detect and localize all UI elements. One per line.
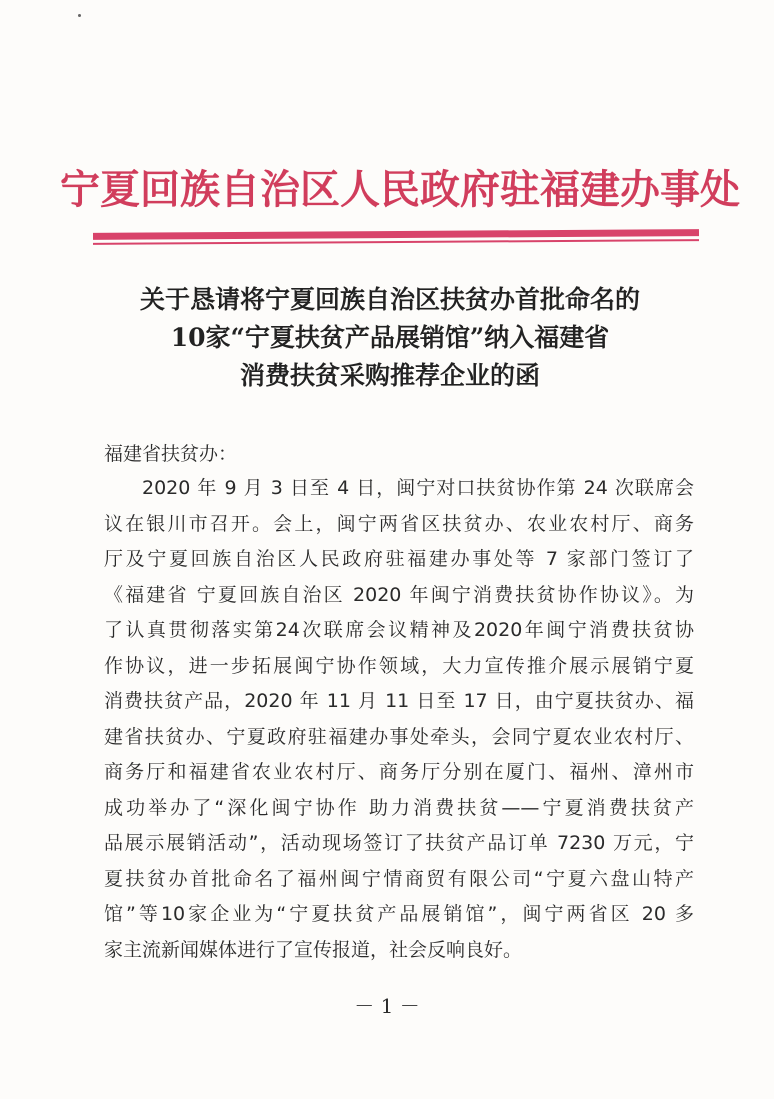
body-line: 了认真贯彻落实第24次联席会议精神及2020年闽宁消费扶贫协 — [104, 619, 694, 641]
page-number: － 1 － — [354, 994, 420, 1018]
body-line: 建省扶贫办、宁夏政府驻福建办事处牵头，会同宁夏农业农村厅、 — [104, 725, 694, 748]
letterhead-org-name: 宁夏回族自治区人民政府驻福建办事处 — [60, 166, 740, 213]
body-line: 夏扶贫办首批命名了福州闽宁情商贸有限公司“宁夏六盘山特产 — [104, 867, 694, 890]
letterhead-red-rule-thin — [93, 239, 699, 245]
body-line: 商务厅和福建省农业农村厅、商务厅分别在厦门、福州、漳州市 — [104, 761, 694, 783]
body-line: 成功举办了“深化闽宁协作 助力消费扶贫——宁夏消费扶贫产 — [104, 796, 694, 819]
body-line: 馆”等10家企业为“宁夏扶贫产品展销馆”，闽宁两省区 20 多 — [104, 903, 694, 925]
title-line: 关于恳请将宁夏回族自治区扶贫办首批命名的 — [139, 285, 640, 314]
body-paragraph — [104, 471, 694, 968]
body-line: 作协议，进一步拓展闽宁协作领域，大力宣传推介展示展销宁夏 — [104, 654, 694, 677]
document-title — [60, 281, 720, 395]
body-line: 2020 年 9 月 3 日至 4 日，闽宁对口扶贫协作第 24 次联席会 — [142, 477, 694, 499]
body-line: 品展示展销活动”，活动现场签订了扶贫产品订单 7230 万元，宁 — [104, 832, 694, 854]
letterhead-red-rule — [93, 229, 699, 240]
body-line: 议在银川市召开。会上，闽宁两省区扶贫办、农业农村厅、商务 — [104, 512, 694, 535]
body-line: 消费扶贫产品，2020 年 11 月 11 日至 17 日，由宁夏扶贫办、福 — [104, 690, 694, 712]
body-line: 厅及宁夏回族自治区人民政府驻福建办事处等 7 家部门签订了 — [104, 548, 694, 570]
body-line: 家主流新闻媒体进行了宣传报道，社会反响良好。 — [104, 938, 523, 961]
scan-speck — [78, 14, 81, 17]
title-line: 消费扶贫采购推荐企业的函 — [239, 361, 540, 390]
title-line: 10家“宁夏扶贫产品展销馆”纳入福建省 — [170, 323, 610, 352]
salutation: 福建省扶贫办： — [104, 443, 238, 465]
body-line: 《福建省 宁夏回族自治区 2020 年闽宁消费扶贫协作协议》。为 — [104, 583, 694, 606]
